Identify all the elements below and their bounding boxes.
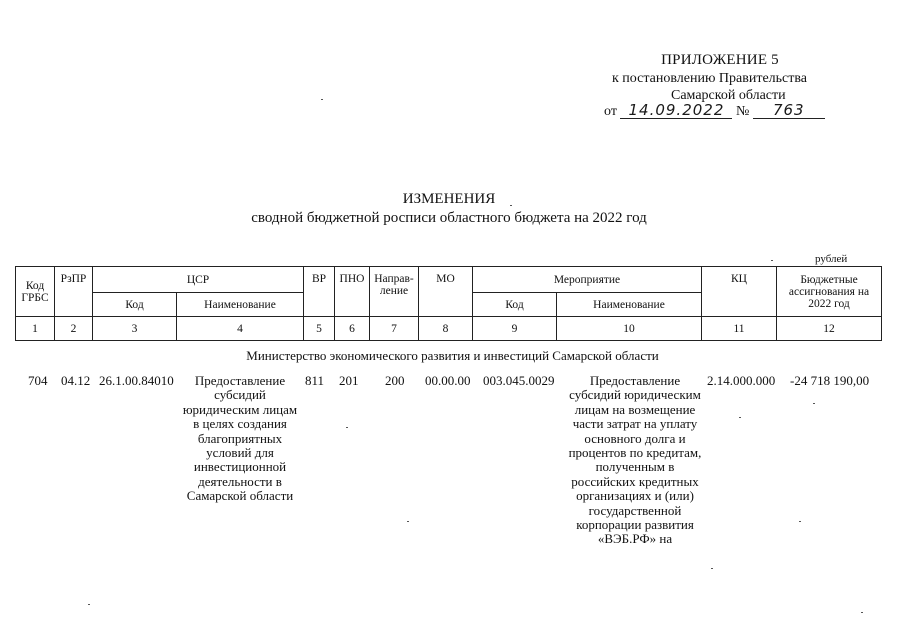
handwritten-number: 763 [753,103,825,119]
row-vr: 811 [305,373,325,388]
header-mer-name: Наименование [557,293,702,317]
scan-speck [321,99,323,100]
document-subtitle: сводной бюджетной росписи областного бюджета на 2022 год [251,210,647,226]
column-number: 5 [304,317,335,341]
row-napr: 200 [385,373,405,388]
mer-name-line: процентов по кредитам, [568,445,702,461]
appendix-line-1: к постановлению Правительства [612,71,808,86]
mer-name-line: полученным в [595,459,675,475]
header-kod-grbs: Код ГРБС [16,267,55,317]
header-mo: МО [419,267,473,317]
mer-name-line: части затрат на уплату [572,416,698,432]
column-number: 8 [419,317,473,341]
row-pno: 201 [339,373,359,388]
column-number: 6 [335,317,370,341]
csr-name-line: Самарской области [186,488,294,504]
row-mo: 00.00.00 [425,373,471,388]
mer-name-line: лицам на возмещение [574,401,696,417]
table-header-row [16,267,882,293]
column-number: 4 [177,317,304,341]
column-number: 11 [702,317,777,341]
csr-name-line: условий для [206,445,274,461]
mer-name-line: организациях и (или) [576,488,694,504]
column-number: 9 [473,317,557,341]
row-mer-code: 003.045.0029 [483,373,555,388]
row-rzpr: 04.12 [61,373,91,388]
scan-speck [510,205,512,206]
column-number: 10 [557,317,702,341]
scan-speck [799,521,801,522]
mer-name-line: российских кредитных [571,473,699,489]
mer-name-line: корпорации развития [576,517,694,533]
mer-name-line: Предоставление [589,373,681,388]
scan-speck [346,427,348,428]
header-rzpr: РзПР [55,267,93,317]
column-number: 2 [55,317,93,341]
mer-name-line: государственной [588,502,682,518]
scan-speck [739,417,741,418]
header-meropriyatie: Мероприятие [473,267,702,293]
column-number: 12 [777,317,882,341]
from-label: от [604,104,617,119]
column-number: 3 [93,317,177,341]
appendix-date-row [604,103,825,120]
row-grbs: 704 [28,373,48,388]
mer-name-line: субсидий юридическим [569,387,701,403]
csr-name-line: Предоставление [194,373,286,388]
scan-speck [88,604,90,605]
row-mer-name [552,374,718,547]
row-csr-code: 26.1.00.84010 [99,373,174,388]
header-vr: ВР [304,267,335,317]
row-amount: -24 718 190,00 [790,373,870,388]
header-csr-kod: Код [93,293,177,317]
row-csr-name [176,374,304,504]
appendix-line-2: Самарской области [671,88,786,103]
appendix-title: ПРИЛОЖЕНИЕ 5 [661,52,779,68]
ministry-name: Министерство экономического развития и инвестиций Самарской области [246,348,659,363]
csr-name-line: инвестиционной [193,459,287,475]
csr-name-line: юридическим лицам [182,401,298,417]
scan-speck [711,568,713,569]
scan-speck [861,612,863,613]
csr-name-line: в целях создания [193,416,287,432]
column-number: 7 [370,317,419,341]
header-csr-name: Наименование [177,293,304,317]
column-number-row [16,317,882,341]
mer-name-line: «ВЭБ.РФ» на [597,531,673,547]
header-assignments: Бюджетные ассигнования на 2022 год [777,267,882,317]
budget-table [15,266,882,341]
csr-name-line: субсидий [214,387,266,403]
csr-name-line: деятельности в [198,473,282,489]
header-kc: КЦ [702,267,777,317]
header-csr: ЦСР [93,267,304,293]
column-number: 1 [16,317,55,341]
header-pno: ПНО [335,267,370,317]
scan-speck [771,260,773,261]
mer-name-line: основного долга и [584,430,686,446]
row-kc: 2.14.000.000 [707,373,776,388]
scan-speck [813,403,815,404]
header-napr: Направ-ление [370,267,419,317]
units-label: рублей [815,253,848,265]
number-label: № [735,104,750,119]
handwritten-date: 14.09.2022 [620,103,732,119]
csr-name-line: благоприятных [197,430,283,446]
header-mer-kod: Код [473,293,557,317]
scan-speck [407,521,409,522]
document-title: ИЗМЕНЕНИЯ [402,191,496,207]
